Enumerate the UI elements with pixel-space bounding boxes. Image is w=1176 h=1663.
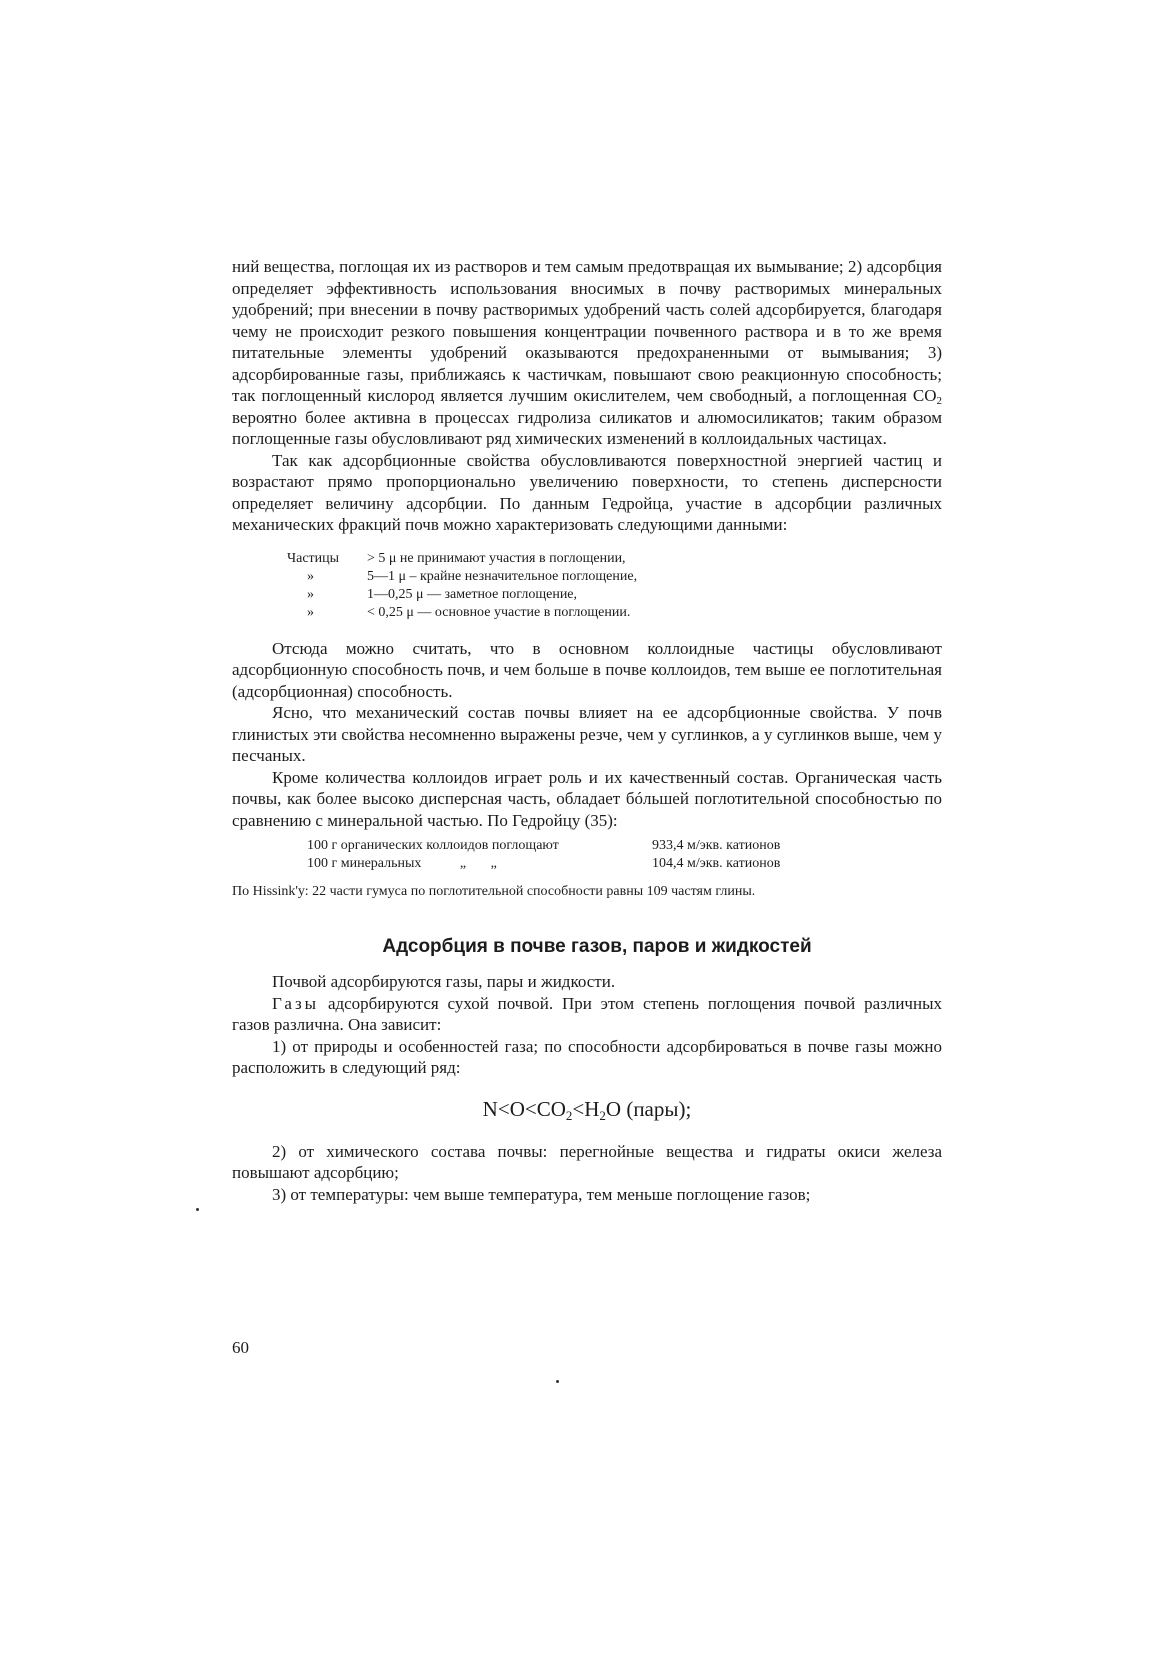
adsorption-series-formula: $N<O<CO_2<H_2O$ (пары); <box>482 1096 692 1123</box>
paragraph-mechanical-composition: Ясно, что механический состав почвы влияет на ее адсорбционные свойства. У почв глинистых эти свойства несомненно выражены резче, чем у суглинков, а у суглинков выше, чем у песчаных. <box>232 703 942 765</box>
paragraph-gases: Газы адсорбируются сухой почвой. При этом степень поглощения почвой различных газов различна. Она зависит: <box>232 993 942 1034</box>
list-item: Частицы > 5 μ не принимают участия в поглощении, <box>287 550 626 566</box>
paragraph-organic-part: Кроме количества коллоидов играет роль и их качественный состав. Органическая часть почвы, как более высоко дисперсная часть, обладает бóльшей поглотительной способностью по сравнению с минеральной частью. По Гедройцу (35): <box>232 767 942 830</box>
scan-speck <box>556 1380 559 1383</box>
page-content <box>232 256 942 1205</box>
table-row: 100 г минеральных „ „ 104,4 м/экв. катионов <box>307 856 781 871</box>
list-item: » 5—1 μ – крайне незначительное поглощение, <box>307 568 638 584</box>
paragraph-gas-nature: 1) от природы и особенностей газа; по способности адсорбироваться в почве газы можно расположить в следующий ряд: <box>232 1036 942 1077</box>
scan-speck <box>196 1208 199 1211</box>
paragraph-dispersity: Так как адсорбционные свойства обусловливаются поверхностной энергией частиц и возрастают прямо пропорционально увеличению поверхности, то степень дисперсности определяет величину адсорбции. По данным Гедройца, участие в адсорбции различных механических фракций почв можно характеризовать следующими данными: <box>232 450 942 534</box>
hissink-note: По Hissink'у: 22 части гумуса по поглотительной способности равны 109 частям глины. <box>232 884 756 899</box>
section-heading: Адсорбция в почве газов, паров и жидкостей <box>382 936 812 957</box>
paragraph-section-intro: Почвой адсорбируются газы, пары и жидкости. <box>272 972 616 991</box>
paragraph-chemical-composition: 2) от химического состава почвы: перегнойные вещества и гидраты окиси железа повышают адсорбцию; <box>232 1141 942 1182</box>
list-item: » < 0,25 μ — основное участие в поглощении. <box>307 604 631 620</box>
paragraph-colloids: Отсюда можно считать, что в основном коллоидные частицы обусловливают адсорбционную способность почв, и чем больше в почве коллоидов, тем выше ее поглотительная (адсорбционная) способность. <box>232 638 942 701</box>
table-row: 100 г органических коллоидов поглощают 933,4 м/экв. катионов <box>307 838 781 853</box>
paragraph-adsorption-roles: ний вещества, поглощая их из растворов и тем самым предотвращая их вымывание; 2) адсорбция определяет эффективность использования вносимых в почву растворимых минеральных удобрений; при внесении в почву растворимых удобрений часть солей адсорбируется, благодаря чему не происходит резкого повышения концентрации почвенного раствора и в то же время питательные элементы удобрений оказываются предохраненными от вымывания; 3) адсорбированные газы, приближаясь к частичкам, повышают свою реакционную способность; так поглощенный кислород является лучшим окислителем, чем свободный, а поглощенная $CO_2$ вероятно более активна в процессах гидролиза силикатов и алюмосиликатов; таким образом поглощенные газы обусловливают ряд химических изменений в коллоидальных частицах. <box>232 257 942 448</box>
fraction-list <box>287 550 942 622</box>
colloid-table <box>307 837 942 873</box>
page-number: 60 <box>232 1338 249 1357</box>
list-item: » 1—0,25 μ — заметное поглощение, <box>307 586 578 602</box>
paragraph-temperature: 3) от температуры: чем выше температура, тем меньше поглощение газов; <box>272 1184 811 1204</box>
